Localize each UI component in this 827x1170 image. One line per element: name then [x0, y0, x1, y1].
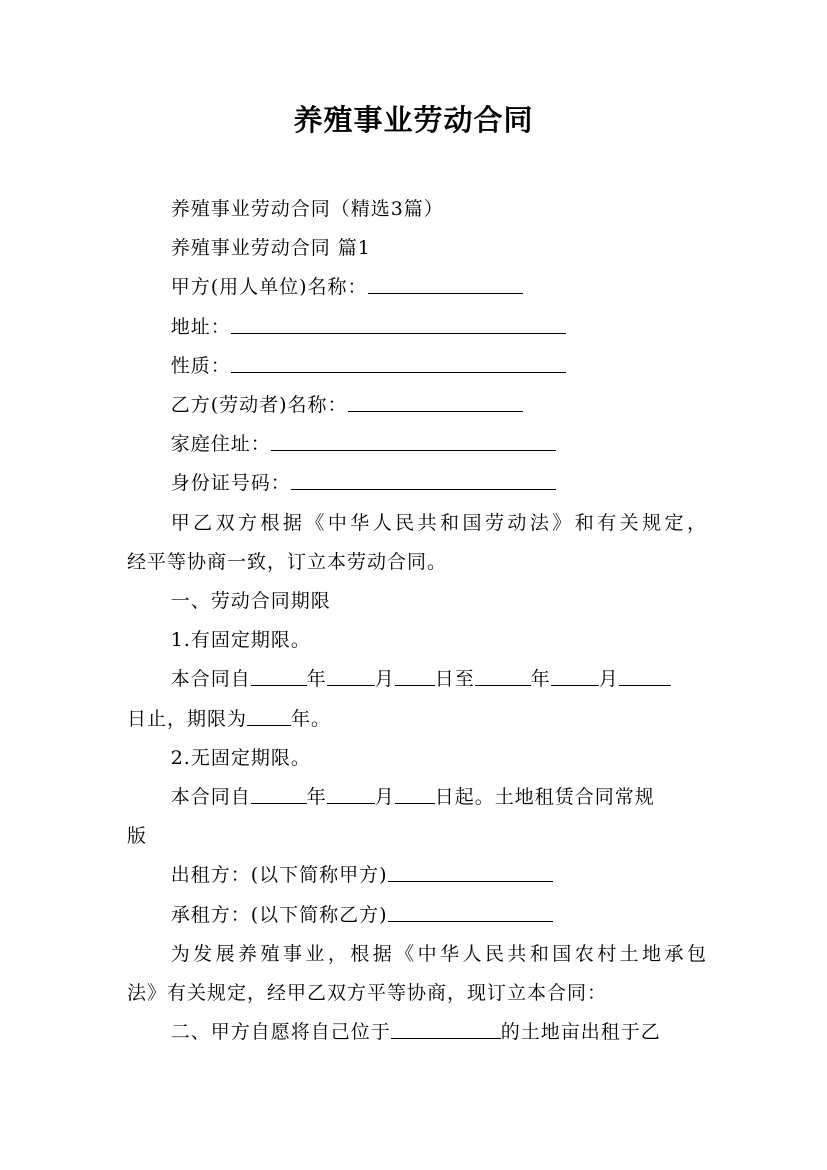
blank-line [391, 1018, 501, 1039]
field-lessor [127, 856, 707, 895]
paragraph-line: 法》有关规定，经甲乙双方平等协商，现订立本合同： [127, 982, 608, 1005]
text-run: 月 [598, 668, 619, 691]
paragraph-line: 甲乙双方根据《中华人民共和国劳动法》和有关规定， [170, 511, 707, 534]
field-label: 身份证号码： [170, 472, 291, 495]
field-label: 出租方：(以下简称甲方) [170, 864, 388, 887]
text-run: 日起。土地租赁合同常规 [434, 786, 655, 809]
paragraph-section-heading: 一、劳动合同期限 [170, 590, 331, 613]
field-label: 家庭住址： [170, 433, 271, 456]
blank-line [251, 783, 307, 804]
field-label: 甲方(用人单位)名称： [170, 276, 368, 299]
blank-line [247, 705, 291, 726]
paragraph-item: 1.有固定期限。 [170, 629, 311, 652]
paragraph-line: 版 [127, 825, 148, 848]
field-party-b-name [127, 386, 707, 425]
text-run: 日至 [434, 668, 475, 691]
blank-line [368, 273, 523, 294]
blank-line [395, 665, 435, 686]
paragraph-date-start [127, 778, 707, 817]
field-label: 地址： [170, 315, 231, 338]
paragraph-line [127, 700, 707, 739]
paragraph-section-heading: 养殖事业劳动合同 篇1 [170, 237, 371, 260]
blank-line [231, 313, 566, 334]
blank-line [348, 391, 523, 412]
blank-line [327, 783, 375, 804]
field-id-number [127, 464, 707, 503]
text-run: 年 [530, 668, 551, 691]
field-home-address [127, 425, 707, 464]
blank-line [291, 469, 556, 490]
paragraph-clause [127, 1013, 707, 1052]
text-run: 日止，期限为 [127, 707, 248, 730]
field-nature [127, 347, 707, 386]
text-run: 年 [306, 786, 327, 809]
text-run: 本合同自 [170, 668, 251, 691]
blank-line [395, 783, 435, 804]
text-run: 月 [374, 786, 395, 809]
text-run: 的土地亩出租于乙 [500, 1021, 661, 1044]
text-run: 年 [306, 668, 327, 691]
paragraph-date-range [127, 660, 707, 699]
field-label: 承租方：(以下简称乙方) [170, 903, 388, 926]
blank-line [388, 861, 553, 882]
paragraph-item: 2.无固定期限。 [170, 746, 311, 769]
document-body [127, 190, 707, 1052]
paragraph-subtitle: 养殖事业劳动合同（精选3篇） [170, 198, 444, 220]
blank-line [551, 665, 599, 686]
field-lessee [127, 896, 707, 935]
page-title: 养殖事业劳动合同 [293, 103, 534, 137]
blank-line [271, 430, 556, 451]
field-party-a-name [127, 268, 707, 307]
text-run: 月 [374, 668, 395, 691]
blank-line [388, 901, 553, 922]
text-run: 本合同自 [170, 786, 251, 809]
paragraph-line: 为发展养殖事业，根据《中华人民共和国农村土地承包 [170, 942, 707, 965]
field-label: 乙方(劳动者)名称： [170, 394, 348, 417]
field-label: 性质： [170, 354, 231, 377]
paragraph-line: 经平等协商一致，订立本劳动合同。 [127, 550, 448, 573]
text-run: 年。 [291, 707, 332, 730]
text-run: 二、甲方自愿将自己位于 [170, 1021, 391, 1044]
blank-line [327, 665, 375, 686]
blank-line [475, 665, 531, 686]
blank-line [619, 665, 671, 686]
blank-line [251, 665, 307, 686]
blank-line [231, 352, 566, 373]
field-address [127, 308, 707, 347]
